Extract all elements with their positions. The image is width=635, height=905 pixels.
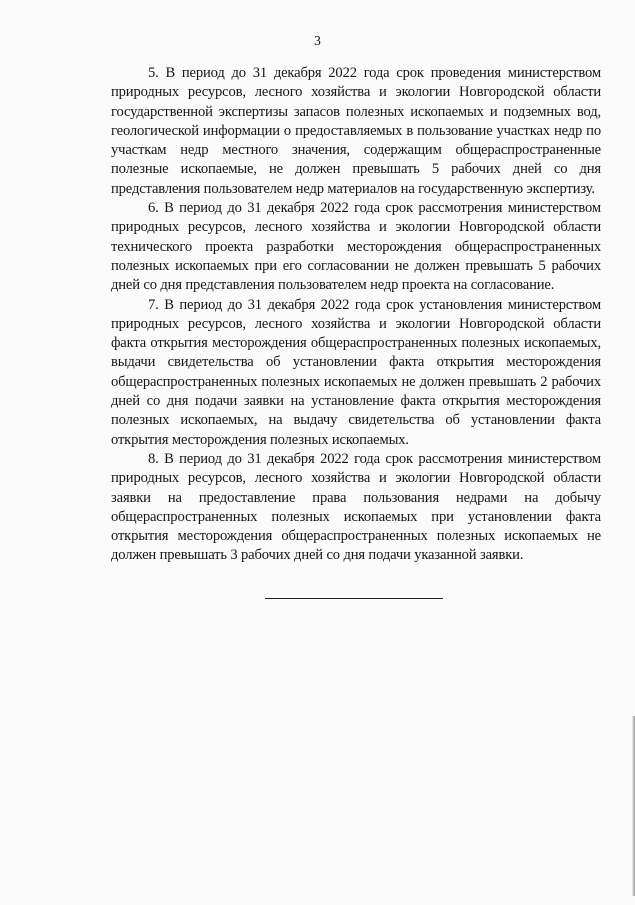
page-number: 3 (314, 33, 321, 48)
paragraph-6: 6. В период до 31 декабря 2022 года срок рассмотрения министерством природных ресурсов, лесного хозяйства и экологии Новгородской области технического проекта разработки месторождения общераспространенных полезных ископаемых при его согласовании не должен превышать 5 рабочих дней со дня представления пользователем недр проекта на согласование. (111, 200, 601, 294)
end-of-text-divider (265, 598, 443, 599)
paragraph-8: 8. В период до 31 декабря 2022 года срок рассмотрения министерством природных ресурсов, лесного хозяйства и экологии Новгородской области заявки на предоставление права пользования недрами на добычу общераспространенных полезных ископаемых при установлении факта открытия месторождения общераспространенных полезных ископаемых не должен превышать 3 рабочих дней со дня подачи указанной заявки. (111, 450, 601, 564)
paragraph-5: 5. В период до 31 декабря 2022 года срок проведения министерством природных ресурсов, лесного хозяйства и экологии Новгородской области государственной экспертизы запасов полезных ископаемых и подземных вод, геологической информации о предоставляемых в пользование участках недр по участкам недр местного значения, содержащим общераспространенные полезные ископаемые, не должен превышать 5 рабочих дней со дня представления пользователем недр материалов на государственную экспертизу. (111, 65, 601, 197)
paragraph-7: 7. В период до 31 декабря 2022 года срок установления министерством природных ресурсов, лесного хозяйства и экологии Новгородской области факта открытия месторождения общераспространенных полезных ископаемых, выдачи свидетельства об установлении факта открытия месторождения общераспространенных полезных ископаемых не должен превышать 2 рабочих дней со дня подачи заявки на установление факта открытия месторождения полезных ископаемых, на выдачу свидетельства об установлении факта открытия месторождения полезных ископаемых. (111, 296, 601, 448)
document-body (111, 64, 601, 566)
